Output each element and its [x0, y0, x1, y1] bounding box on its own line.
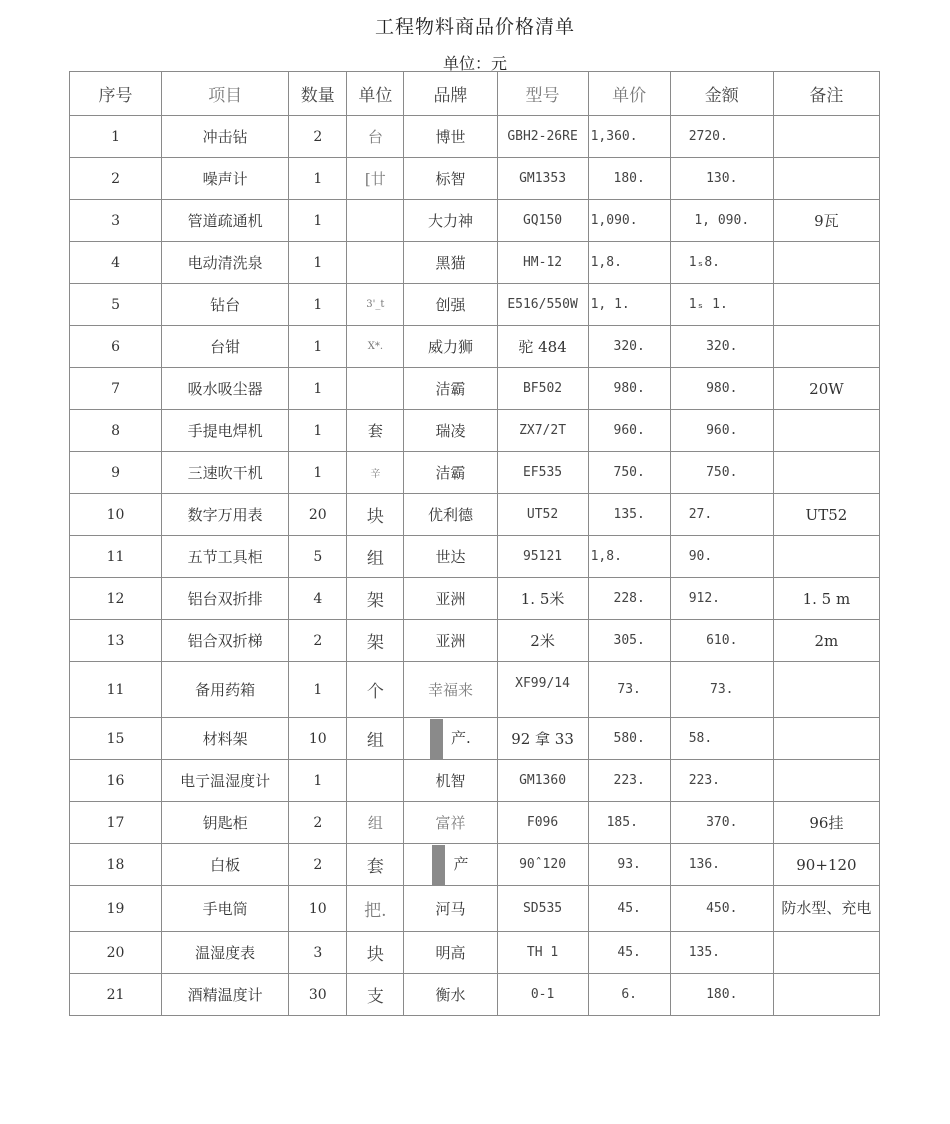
cell-amount: 912.: [670, 578, 773, 620]
cell-unit: 支: [347, 974, 404, 1016]
table-row: [70, 116, 880, 158]
cell-qty: 1: [289, 662, 347, 718]
cell-item: 铝台双折排: [162, 578, 289, 620]
cell-model: ZX7/2T: [497, 410, 588, 452]
cell-model: 1. 5米: [497, 578, 588, 620]
table-row: [70, 802, 880, 844]
cell-price: 305.: [588, 620, 670, 662]
cell-unit: 把.: [347, 886, 404, 932]
cell-item: 五节工具柜: [162, 536, 289, 578]
cell-unit: 套: [347, 844, 404, 886]
cell-brand: 大力神: [404, 200, 497, 242]
cell-qty: 1: [289, 410, 347, 452]
cell-item: 数字万用表: [162, 494, 289, 536]
header-item: 项目: [162, 72, 289, 116]
cell-note: 20W: [773, 368, 879, 410]
cell-item: 酒精温度计: [162, 974, 289, 1016]
cell-amount: 1ₛ8.: [670, 242, 773, 284]
cell-unit: 套: [347, 410, 404, 452]
cell-brand: 明高: [404, 932, 497, 974]
cell-amount: 135.: [670, 932, 773, 974]
cell-price: 45.: [588, 886, 670, 932]
table-row: [70, 452, 880, 494]
document-title: 工程物料商品价格清单: [374, 16, 575, 38]
cell-note: 96挂: [773, 802, 879, 844]
cell-qty: 1: [289, 284, 347, 326]
table-row: [70, 974, 880, 1016]
cell-qty: 1: [289, 158, 347, 200]
cell-note: 9瓦: [773, 200, 879, 242]
cell-qty: 10: [289, 886, 347, 932]
table-row: [70, 718, 880, 760]
cell-amount: 1, 090.: [670, 200, 773, 242]
header-qty: 数量: [289, 72, 347, 116]
table-row: [70, 158, 880, 200]
cell-brand: 威力狮: [404, 326, 497, 368]
cell-amount: 73.: [670, 662, 773, 718]
header-price: 单价: [588, 72, 670, 116]
cell-item: 电亍温湿度计: [162, 760, 289, 802]
cell-item: 铝合双折梯: [162, 620, 289, 662]
cell-amount: 130.: [670, 158, 773, 200]
cell-note: [773, 718, 879, 760]
cell-note: [773, 116, 879, 158]
cell-no: 20: [70, 932, 162, 974]
cell-qty: 2: [289, 802, 347, 844]
header-model: 型号: [497, 72, 588, 116]
cell-item: 吸水吸尘器: [162, 368, 289, 410]
cell-model: 驼 484: [497, 326, 588, 368]
cell-unit: 架: [347, 620, 404, 662]
table-row: [70, 620, 880, 662]
cell-brand: 黑猫: [404, 242, 497, 284]
cell-amount: 370.: [670, 802, 773, 844]
cell-unit: 块: [347, 932, 404, 974]
table-row: [70, 760, 880, 802]
cell-item: 温湿度表: [162, 932, 289, 974]
cell-no: 18: [70, 844, 162, 886]
cell-item: 三速吹干机: [162, 452, 289, 494]
cell-qty: 30: [289, 974, 347, 1016]
cell-unit: 台: [347, 116, 404, 158]
cell-note: [773, 242, 879, 284]
currency-unit-label: 单位：元: [442, 54, 507, 73]
cell-no: 19: [70, 886, 162, 932]
cell-amount: 960.: [670, 410, 773, 452]
cell-item: 手电筒: [162, 886, 289, 932]
cell-price: 45.: [588, 932, 670, 974]
redaction-mark: [430, 719, 443, 759]
cell-model: UT52: [497, 494, 588, 536]
cell-price: 1,090.: [588, 200, 670, 242]
cell-amount: 223.: [670, 760, 773, 802]
cell-brand: 亚洲: [404, 620, 497, 662]
cell-no: 2: [70, 158, 162, 200]
cell-item: 电动清洗泉: [162, 242, 289, 284]
cell-qty: 2: [289, 844, 347, 886]
cell-qty: 1: [289, 326, 347, 368]
cell-price: 580.: [588, 718, 670, 760]
cell-unit: 3'_t: [347, 284, 404, 326]
cell-brand: 标智: [404, 158, 497, 200]
cell-unit: 组: [347, 802, 404, 844]
cell-no: 9: [70, 452, 162, 494]
cell-model: XF99/14: [497, 662, 588, 718]
table-row: [70, 932, 880, 974]
header-unit: 单位: [347, 72, 404, 116]
cell-price: 1,360.: [588, 116, 670, 158]
cell-unit: 组: [347, 718, 404, 760]
cell-item: 钻台: [162, 284, 289, 326]
cell-no: 4: [70, 242, 162, 284]
cell-no: 12: [70, 578, 162, 620]
cell-model: SD535: [497, 886, 588, 932]
cell-model: 95121: [497, 536, 588, 578]
cell-no: 21: [70, 974, 162, 1016]
cell-price: 73.: [588, 662, 670, 718]
cell-model: HM-12: [497, 242, 588, 284]
cell-price: 320.: [588, 326, 670, 368]
cell-model: 92 拿 33: [497, 718, 588, 760]
cell-item: 材料架: [162, 718, 289, 760]
cell-price: 1,8.: [588, 242, 670, 284]
cell-unit: [347, 200, 404, 242]
cell-note: [773, 536, 879, 578]
cell-brand-text: 产: [453, 854, 469, 873]
cell-no: 5: [70, 284, 162, 326]
cell-price: 750.: [588, 452, 670, 494]
cell-price: 228.: [588, 578, 670, 620]
cell-brand: 富祥: [404, 802, 497, 844]
cell-no: 16: [70, 760, 162, 802]
cell-brand: 机智: [404, 760, 497, 802]
cell-model: BF502: [497, 368, 588, 410]
cell-amount: 90.: [670, 536, 773, 578]
cell-unit: [347, 760, 404, 802]
cell-model: F096: [497, 802, 588, 844]
table-row: [70, 326, 880, 368]
cell-amount: 180.: [670, 974, 773, 1016]
cell-model: 90ˆ120: [497, 844, 588, 886]
cell-model: GBH2-26RE: [497, 116, 588, 158]
cell-amount: 27.: [670, 494, 773, 536]
cell-unit: 辛: [347, 452, 404, 494]
cell-brand: 亚洲: [404, 578, 497, 620]
cell-model: TH 1: [497, 932, 588, 974]
cell-note: 2m: [773, 620, 879, 662]
cell-note: [773, 932, 879, 974]
cell-brand: 河马: [404, 886, 497, 932]
cell-note: [773, 410, 879, 452]
cell-qty: 1: [289, 200, 347, 242]
cell-amount: 320.: [670, 326, 773, 368]
cell-brand: 创强: [404, 284, 497, 326]
header-brand: 品牌: [404, 72, 497, 116]
cell-unit: X*.: [347, 326, 404, 368]
cell-amount: 610.: [670, 620, 773, 662]
cell-no: 11: [70, 662, 162, 718]
cell-brand: 幸福来: [404, 662, 497, 718]
table-row: [70, 844, 880, 886]
cell-brand-text: 产.: [451, 728, 471, 747]
cell-amount: 980.: [670, 368, 773, 410]
table-row: [70, 410, 880, 452]
table-row: [70, 578, 880, 620]
cell-no: 1: [70, 116, 162, 158]
cell-amount: 2720.: [670, 116, 773, 158]
cell-qty: 2: [289, 620, 347, 662]
table-row: [70, 536, 880, 578]
cell-note: [773, 760, 879, 802]
table-header-row: [70, 72, 880, 116]
cell-price: 1,8.: [588, 536, 670, 578]
cell-note: [773, 326, 879, 368]
cell-model: 2米: [497, 620, 588, 662]
cell-qty: 5: [289, 536, 347, 578]
cell-unit: [廿: [347, 158, 404, 200]
redaction-mark: [432, 845, 445, 885]
cell-qty: 1: [289, 368, 347, 410]
cell-brand: 衡水: [404, 974, 497, 1016]
cell-no: 8: [70, 410, 162, 452]
cell-item: 手提电焊机: [162, 410, 289, 452]
cell-note: [773, 158, 879, 200]
cell-note: [773, 974, 879, 1016]
cell-model: EF535: [497, 452, 588, 494]
cell-item: 冲击钻: [162, 116, 289, 158]
cell-item: 噪声计: [162, 158, 289, 200]
cell-no: 10: [70, 494, 162, 536]
cell-brand: 洁霸: [404, 452, 497, 494]
cell-price: 135.: [588, 494, 670, 536]
cell-no: 17: [70, 802, 162, 844]
cell-note: 1. 5 m: [773, 578, 879, 620]
cell-item: 台钳: [162, 326, 289, 368]
cell-price: 180.: [588, 158, 670, 200]
cell-amount: 1ₛ 1.: [670, 284, 773, 326]
table-body: [70, 116, 880, 1016]
cell-note: 90+120: [773, 844, 879, 886]
cell-unit: 组: [347, 536, 404, 578]
price-list-table: [69, 71, 880, 1016]
cell-price: 93.: [588, 844, 670, 886]
cell-item: 备用药箱: [162, 662, 289, 718]
cell-amount: 136.: [670, 844, 773, 886]
cell-qty: 4: [289, 578, 347, 620]
cell-no: 6: [70, 326, 162, 368]
cell-note: [773, 452, 879, 494]
cell-amount: 750.: [670, 452, 773, 494]
table-row: [70, 886, 880, 932]
cell-item: 管道疏通机: [162, 200, 289, 242]
cell-note: UT52: [773, 494, 879, 536]
cell-model: GM1360: [497, 760, 588, 802]
header-note: 备注: [773, 72, 879, 116]
cell-brand: [404, 844, 497, 886]
header-amount: 金额: [670, 72, 773, 116]
cell-unit: 个: [347, 662, 404, 718]
cell-no: 11: [70, 536, 162, 578]
cell-qty: 20: [289, 494, 347, 536]
cell-no: 7: [70, 368, 162, 410]
cell-amount: 450.: [670, 886, 773, 932]
table-row: [70, 662, 880, 718]
cell-model: GQ150: [497, 200, 588, 242]
cell-price: 6.: [588, 974, 670, 1016]
cell-price: 960.: [588, 410, 670, 452]
cell-price: 980.: [588, 368, 670, 410]
cell-unit: [347, 242, 404, 284]
cell-model: 0-1: [497, 974, 588, 1016]
cell-unit: 架: [347, 578, 404, 620]
cell-model: E516/550W: [497, 284, 588, 326]
cell-brand: 世达: [404, 536, 497, 578]
cell-price: 223.: [588, 760, 670, 802]
cell-price: 1, 1.: [588, 284, 670, 326]
cell-amount: 58.: [670, 718, 773, 760]
cell-brand: [404, 718, 497, 760]
cell-qty: 3: [289, 932, 347, 974]
table-row: [70, 368, 880, 410]
cell-no: 13: [70, 620, 162, 662]
cell-brand: 洁霸: [404, 368, 497, 410]
cell-no: 3: [70, 200, 162, 242]
cell-unit: [347, 368, 404, 410]
cell-brand: 瑞凌: [404, 410, 497, 452]
cell-qty: 1: [289, 760, 347, 802]
cell-note: [773, 662, 879, 718]
table-row: [70, 242, 880, 284]
cell-note: 防水型、充电: [773, 886, 879, 932]
cell-qty: 1: [289, 452, 347, 494]
table-row: [70, 200, 880, 242]
cell-brand: 优利德: [404, 494, 497, 536]
table-row: [70, 284, 880, 326]
cell-no: 15: [70, 718, 162, 760]
cell-model: GM1353: [497, 158, 588, 200]
table-row: [70, 494, 880, 536]
cell-qty: 10: [289, 718, 347, 760]
cell-note: [773, 284, 879, 326]
cell-qty: 2: [289, 116, 347, 158]
header-no: 序号: [70, 72, 162, 116]
cell-unit: 块: [347, 494, 404, 536]
cell-brand: 博世: [404, 116, 497, 158]
cell-price: 185.: [588, 802, 670, 844]
cell-qty: 1: [289, 242, 347, 284]
cell-item: 钥匙柜: [162, 802, 289, 844]
cell-item: 白板: [162, 844, 289, 886]
